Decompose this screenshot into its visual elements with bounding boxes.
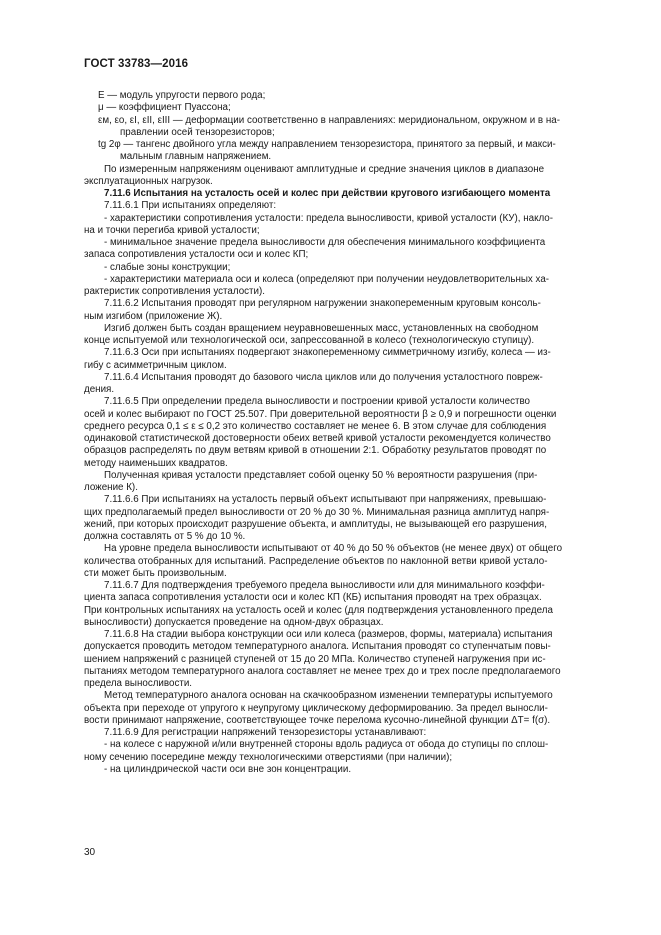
text-line: ложение К). [84,482,138,493]
text-line: рактеристик сопротивления усталости). [84,286,265,297]
text-line: 7.11.6.9 Для регистрации напряжений тензорезисторы устанавливают: [104,727,427,738]
text-line: методу наименьших квадратов. [84,457,228,469]
text-line: конце испытуемой или технологической оси, запрессованной в колесо (технологическую ступицу). [84,335,535,346]
definition-line: E — модуль упругости первого рода; [98,90,266,101]
text-line: запаса сопротивления усталости оси и колес КП; [84,249,309,261]
text-line: щих предполагаемый предел выносливости от 20 % до 30 %. Минимальная разница амплитуд напря- [84,506,550,518]
text-line: одинаковой статистической достоверности обеих ветвей кривой усталости рекомендуется количество [84,433,551,444]
list-item: - слабые зоны конструкции; [104,261,231,273]
section-heading: 7.11.6 Испытания на усталость осей и колес при действии кругового изгибающего момента [104,188,551,199]
definition-line: μ — коэффициент Пуассона; [98,102,231,114]
page-number: 30 [84,847,96,858]
text-line: циента запаса сопротивления усталости оси и колес КП (КБ) испытания проводят на трех образцах. [84,592,542,604]
text-line: гибу с асимметричным циклом. [84,359,227,371]
definition-line: мальным главным напряжением. [120,151,272,163]
text-line: образцов распределять по двум ветвям кривой в отношении 2:1. Обработку результатов проводят по [84,445,547,457]
text-line: 7.11.6.1 При испытаниях определяют: [104,200,277,212]
text-line: 7.11.6.7 Для подтверждения требуемого предела выносливости или для минимального коэффи- [104,580,545,591]
list-item: - характеристики сопротивления усталости: предела выносливости, кривой усталости (КУ), накло- [104,212,554,224]
text-line: жений, при которых происходит разрушение объекта, и амплитуды, не вызывающей его разрушения, [84,518,547,530]
text-line: Изгиб должен быть создан вращением неуравновешенных масс, установленных на свободном [104,322,539,334]
text-line: среднего ресурса 0,1 ≤ ε ≤ 0,2 это количество составляет не менее 6. В этом случае для соблюдения [84,420,547,432]
text-line: 7.11.6.3 Оси при испытаниях подвергают знакопеременному симметричному изгибу, колеса — из- [104,347,551,359]
text-line: ным изгибом (приложение Ж). [84,310,223,322]
text-line: выносливости) допускается проведение на одном-двух образцах. [84,616,384,628]
text-line: 7.11.6.8 На стадии выбора конструкции оси или колеса (размеров, формы, материала) испытания [104,629,553,640]
list-item: - на колесе с наружной и/или внутренней стороны вдоль радиуса от обода до ступицы по сплош- [104,739,549,751]
definition-line: εм, εо, εI, εII, εIII — деформации соответственно в направлениях: меридиональном, окружном и в на- [98,114,560,126]
text-line: предела выносливости. [84,678,193,689]
text-line: При контрольных испытаниях на усталость осей и колес (для подтверждения установленного предела [84,604,553,616]
text-line: 7.11.6.4 Испытания проводят до базового числа циклов или до получения усталостного повреж- [104,371,543,383]
text-line: вости принимают напряжение, соответствующее точке перелома кусочно-линейной функции ΔT= f(σ). [84,714,551,726]
list-item: - минимальное значение предела выносливости для обеспечения минимального коэффициента [104,237,546,248]
text-line: сти может быть произвольным. [84,567,227,579]
text-line: 7.11.6.5 При определении предела выносливости и построении кривой усталости количество [104,396,531,408]
text-line: ному сечению посередине между технологическими отверстиями (при наличии); [84,751,453,763]
text-line: должна составлять от 5 % до 10 %. [84,531,246,542]
text-line: на и точки перегиба кривой усталости; [84,224,260,236]
document-body [84,90,610,776]
text-line: 7.11.6.6 При испытаниях на усталость первый объект испытывают при напряжениях, превышаю- [104,494,547,506]
list-item: - характеристики материала оси и колеса (определяют при получении неудовлетворительных ха- [104,273,550,285]
document-header: ГОСТ 33783—2016 [84,58,189,70]
text-line: допускается проводить методом температурного аналога. Испытания проводят со ступенчатым повы- [84,641,551,653]
definition-line: tg 2φ — тангенс двойного угла между направлением тензорезистора, принятого за первый, и макси- [98,139,556,150]
text-line: По измеренным напряжениям оценивают амплитудные и средние значения циклов в диапазоне [104,163,545,175]
text-line: объекта при переходе от упругого к неупругому циклическому деформированию. За предел выносли- [84,702,548,714]
list-item: - на цилиндрической части оси вне зон концентрации. [104,763,352,775]
text-line: Метод температурного аналога основан на скачкообразном изменении температуры испытуемого [104,690,553,702]
text-line: 7.11.6.2 Испытания проводят при регулярном нагружении знакопеременным круговым консоль- [104,298,541,310]
text-line: пытаниях методом температурного аналога составляет не менее трех до и трех после предполагаемого [84,665,561,677]
definition-line: правлении осей тензорезисторов; [120,126,275,138]
text-line: На уровне предела выносливости испытывают от 40 % до 50 % объектов (не менее двух) от общего [104,543,563,555]
text-line: эксплуатационных нагрузок. [84,175,213,187]
text-line: осей и колес выбирают по ГОСТ 25.507. При доверительной вероятности β ≥ 0,9 и погрешности оценки [84,408,557,420]
text-line: шением напряжений с разницей ступеней от 15 до 20 МПа. Количество ступеней нагружения при ис- [84,653,546,665]
text-line: количества отобранных для испытаний. Распределение объектов по наклонной ветви кривой устало- [84,555,548,567]
text-line: Полученная кривая усталости представляет собой оценку 50 % вероятности разрушения (при- [104,469,538,481]
text-line: дения. [84,384,115,395]
